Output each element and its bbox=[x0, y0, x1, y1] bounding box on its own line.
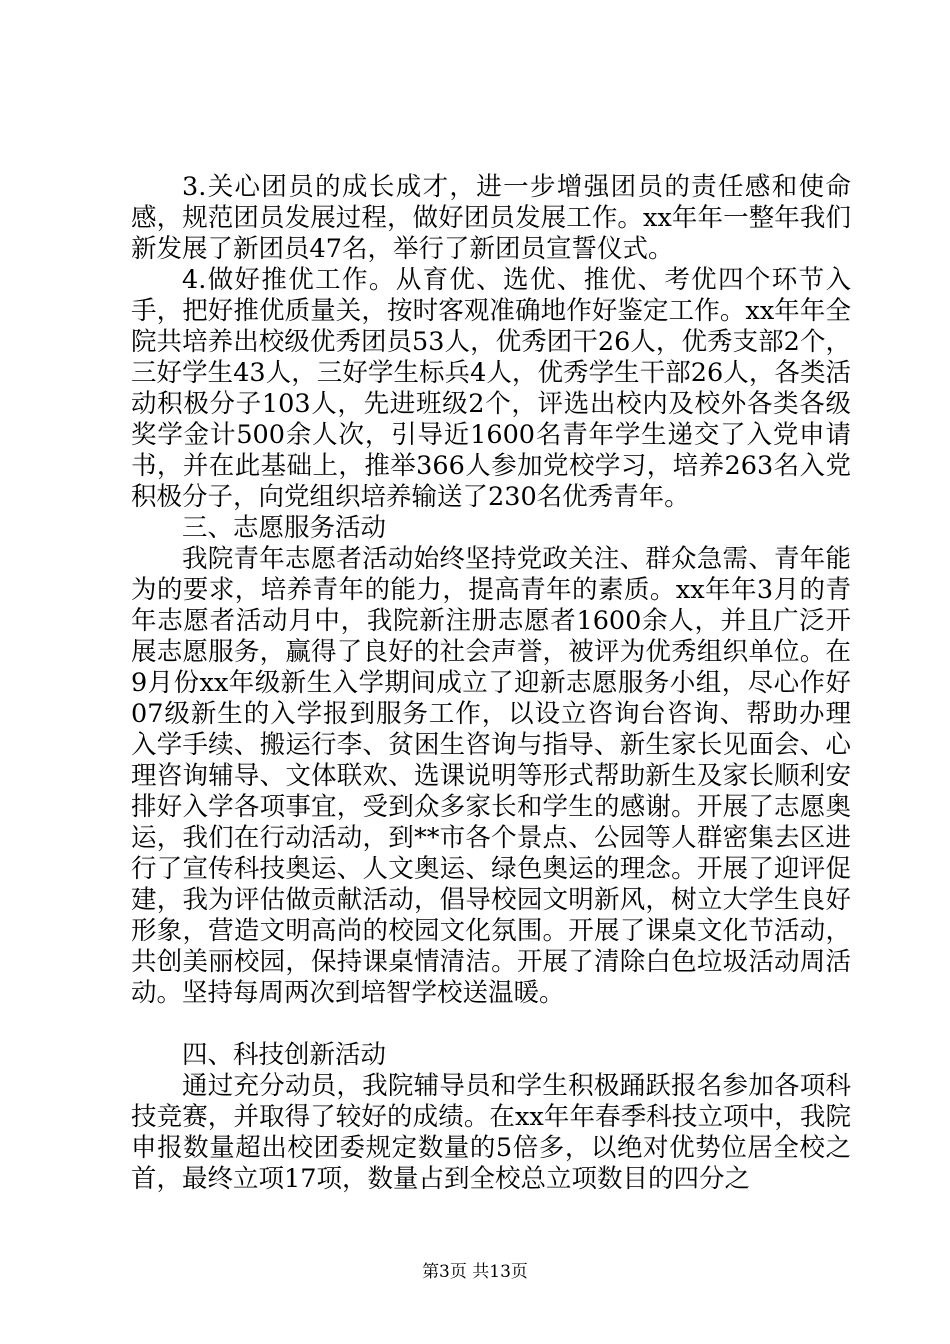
body-text bbox=[131, 172, 851, 1195]
page-footer: 第3页 共13页 bbox=[422, 1262, 528, 1282]
section-heading-volunteer: 三、志愿服务活动 bbox=[182, 513, 387, 543]
paragraph-4: 4.做好推优工作。从育优、选优、推优、考优四个环节入手，把好推优质量关，按时客观准确地作好鉴定工作。xx年年全院共培养出校级优秀团员53人，优秀团干26人，优秀支部2个，三好学生43人，三好学生标兵4人，优秀学生干部26人，各类活动积极分子103人，先进班级2个，评选出校内及校外各类各级奖学金计500余人次，引导近1600名青年学生递交了入党申请书，并在此基础上，推举366人参加党校学习，培养263名入党积极分子，向党组织培养输送了230名优秀青年。 bbox=[131, 265, 851, 512]
section-heading-tech: 四、科技创新活动 bbox=[182, 1040, 387, 1070]
paragraph-volunteer: 我院青年志愿者活动始终坚持党政关注、群众急需、青年能为的要求，培养青年的能力，提高青年的素质。xx年年3月的青年志愿者活动月中，我院新注册志愿者1600余人，并且广泛开展志愿服务，赢得了良好的社会声誉，被评为优秀组织单位。在9月份xx年级新生入学期间成立了迎新志愿服务小组，尽心作好07级新生的入学报到服务工作，以设立咨询台咨询、帮助办理入学手续、搬运行李、贫困生咨询与指导、新生家长见面会、心理咨询辅导、文体联欢、选课说明等形式帮助新生及家长顺利安排好入学各项事宜，受到众多家长和学生的感谢。开展了志愿奥运，我们在行动活动，到**市各个景点、公园等人群密集去区进行了宣传科技奥运、人文奥运、绿色奥运的理念。开展了迎评促建，我为评估做贡献活动，倡导校园文明新风，树立大学生良好形象，营造文明高尚的校园文化氛围。开展了课桌文化节活动，共创美丽校园，保持课桌情清洁。开展了清除白色垃圾活动周活动。坚持每周两次到培智学校送温暖。 bbox=[131, 544, 851, 1008]
paragraph-tech: 通过充分动员，我院辅导员和学生积极踊跃报名参加各项科技竞赛，并取得了较好的成绩。在xx年年春季科技立项中，我院申报数量超出校团委规定数量的5倍多，以绝对优势位居全校之首，最终立项17项，数量占到全校总立项数目的四分之 bbox=[131, 1071, 851, 1194]
paragraph-3: 3.关心团员的成长成才，进一步增强团员的责任感和使命感，规范团员发展过程，做好团员发展工作。xx年年一整年我们新发展了新团员47名，举行了新团员宣誓仪式。 bbox=[131, 172, 851, 264]
